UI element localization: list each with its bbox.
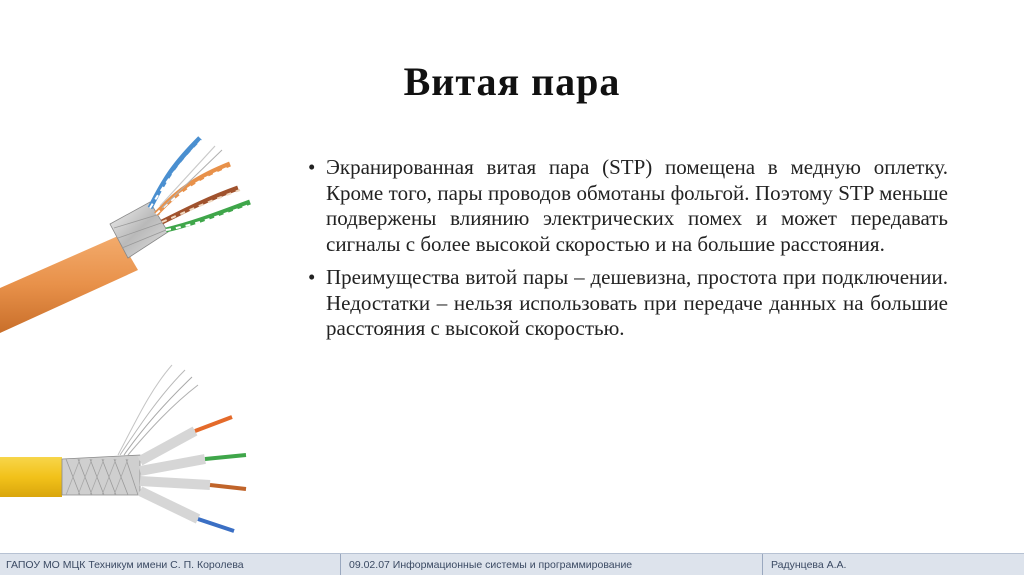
footer-author: Радунцева А.А. <box>771 559 847 571</box>
bullet-pros-cons <box>306 265 948 342</box>
footer-org: ГАПОУ МО МЦК Техникум имени С. П. Королева <box>6 559 244 571</box>
footer-divider <box>762 554 763 575</box>
bullet-mark: • <box>308 265 316 289</box>
bullet-stp-description <box>306 155 948 257</box>
orange-cable-image <box>0 128 270 333</box>
slide-footer <box>0 553 1024 575</box>
footer-specialty: 09.02.07 Информационные системы и программирование <box>349 559 633 571</box>
bullet-text: Преимущества витой пары – дешевизна, простота при подключении. Недостатки – нельзя использовать при передаче данных на большие расстояния с высокой скоростью. <box>326 265 948 340</box>
bullet-mark: • <box>308 155 316 179</box>
slide-title: Витая пара <box>403 59 621 104</box>
yellow-cable-image <box>0 355 270 550</box>
bullet-text: Экранированная витая пара (STP) помещена в медную оплетку. Кроме того, пары проводов обмотаны фольгой. Поэтому STP меньше подвержены влиянию электрических помех и может передавать сигналы с более высокой скоростью и на большие расстояния. <box>326 155 948 256</box>
bullet-list <box>306 155 948 350</box>
footer-divider <box>340 554 341 575</box>
